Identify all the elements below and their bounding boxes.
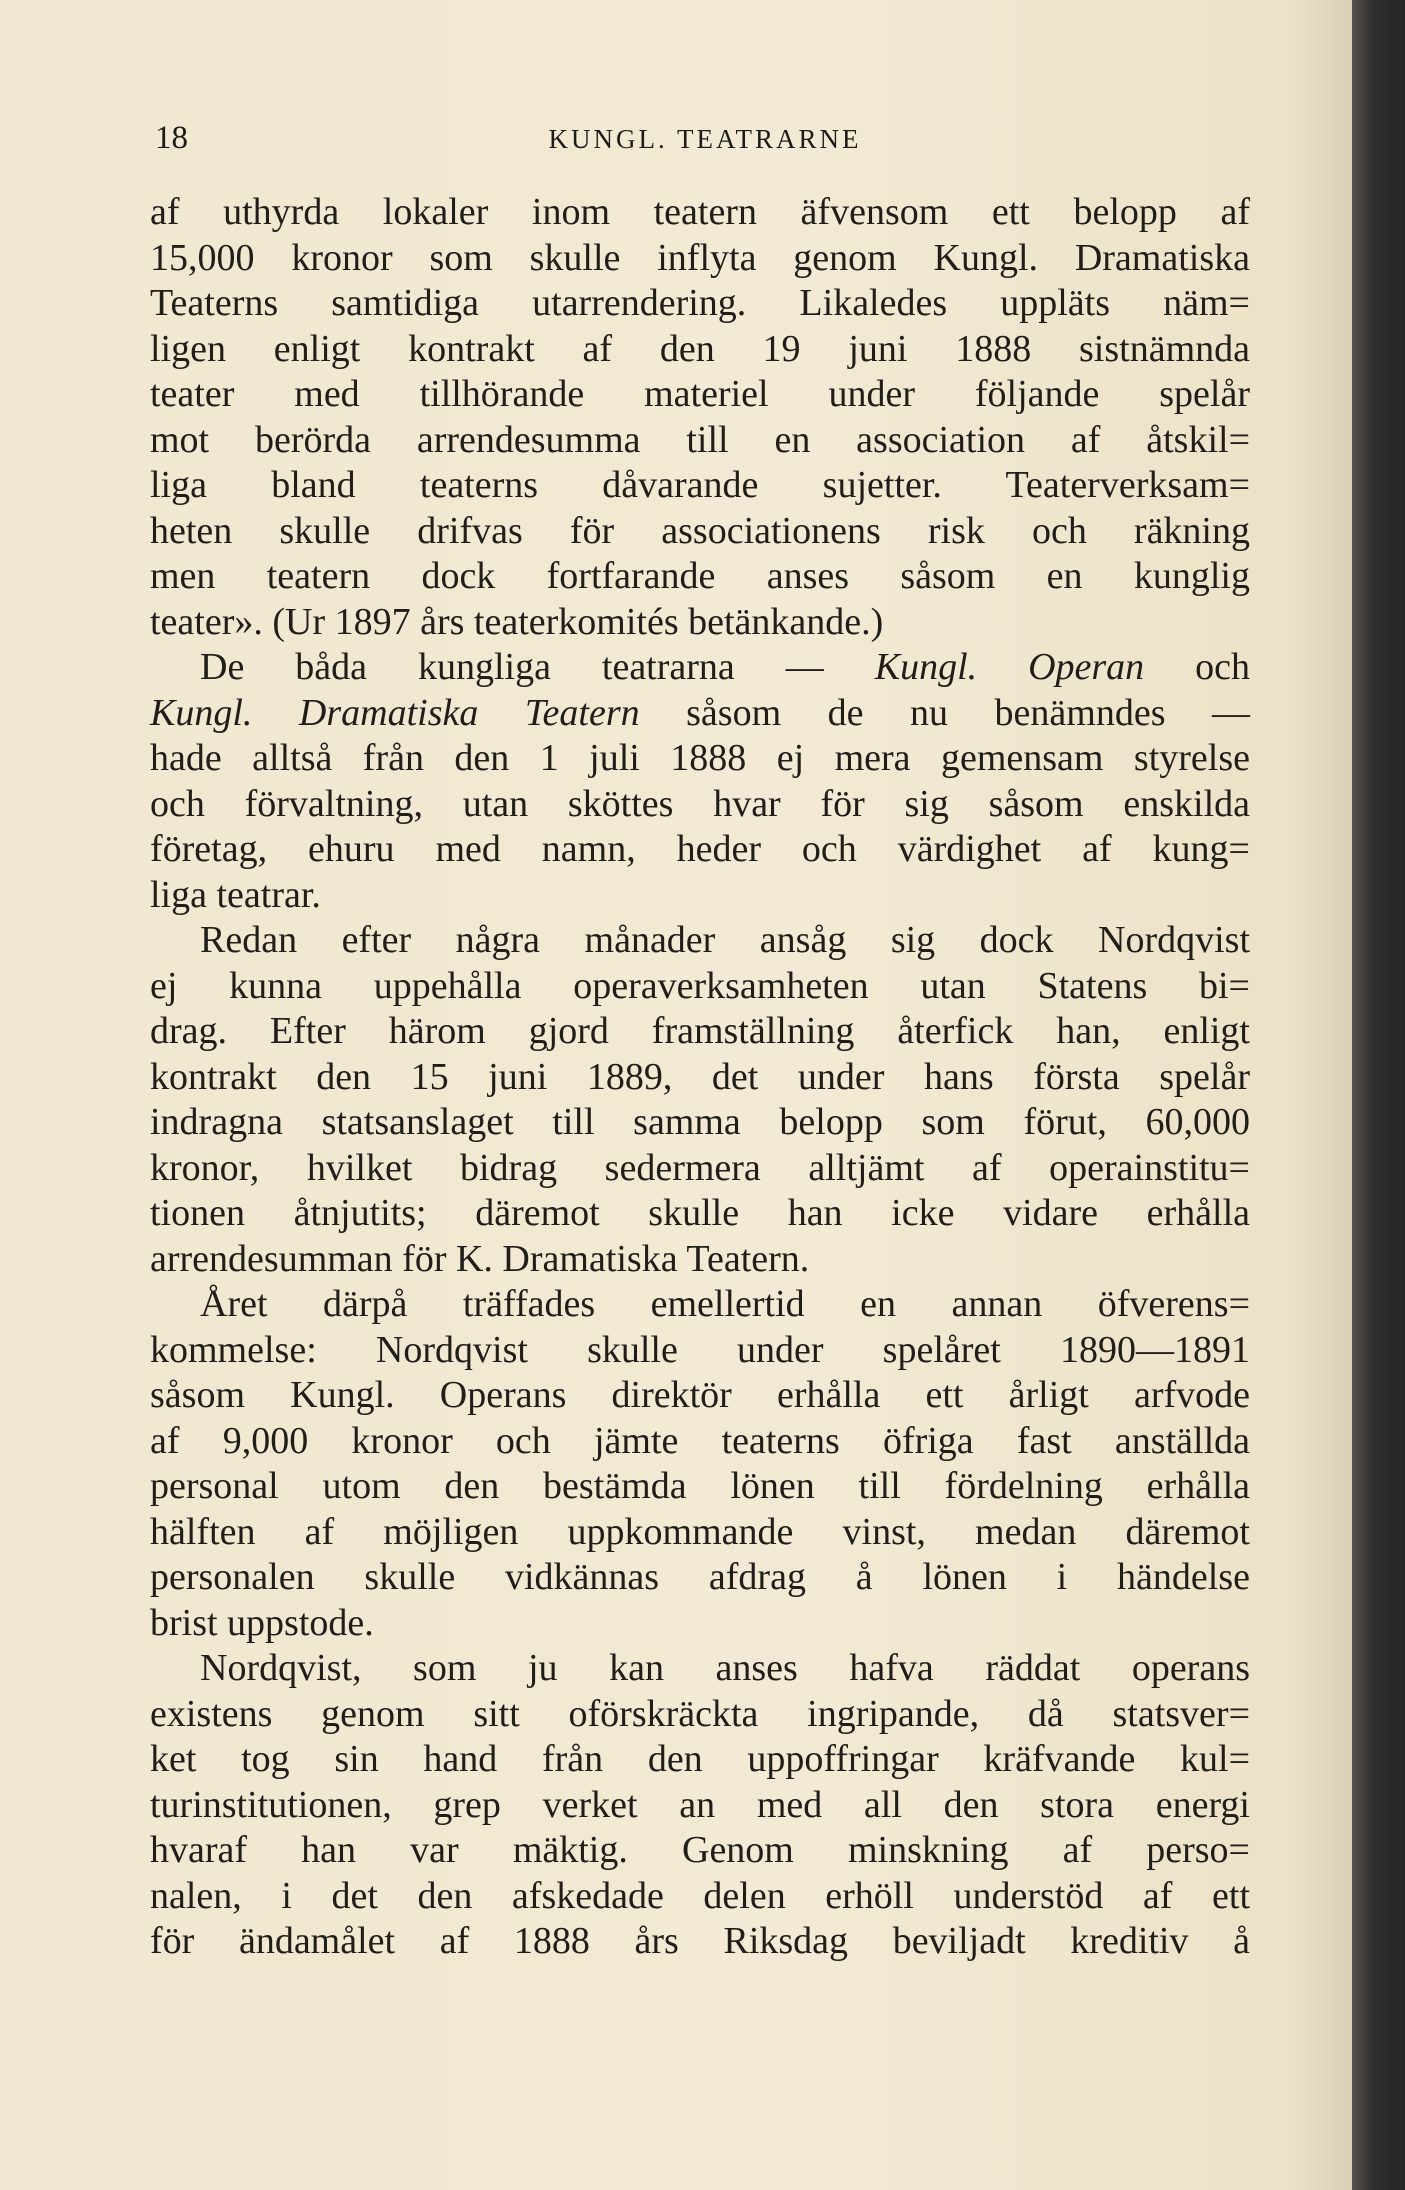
text-line: hvaraf han var mäktig. Genom minskning af perso= — [150, 1829, 1250, 1871]
italic-title: Kungl. Dramatiska Teatern — [150, 691, 640, 734]
text-line: nalen, i det den afskedade delen erhöll understöd af ett — [150, 1874, 1250, 1917]
text-line: ligen enligt kontrakt af den 19 juni 1888 sistnämnda — [150, 327, 1250, 370]
text-line: teater». (Ur 1897 års teaterkomités betänkande.) — [150, 600, 884, 643]
text-line: hade alltså från den 1 juli 1888 ej mera gemensam styrelse — [150, 737, 1250, 779]
text-line: hälften af möjligen uppkommande vinst, medan däremot — [150, 1510, 1250, 1553]
text-line: Året därpå träffades emellertid en annan öfverens= — [200, 1283, 1250, 1325]
text-line: af 9,000 kronor och jämte teaterns öfriga fast anställda — [150, 1419, 1250, 1462]
text-line: personal utom den bestämda lönen till fördelning erhålla — [150, 1465, 1250, 1507]
text-line: liga bland teaterns dåvarande sujetter. Teaterverksam= — [150, 464, 1250, 506]
italic-title: Kungl. Operan — [874, 646, 1145, 688]
text-span: och — [1195, 646, 1251, 688]
text-line: 15,000 kronor som skulle inflyta genom Kungl. Dramatiska — [150, 236, 1250, 279]
text-line — [150, 691, 1250, 737]
text-line: Teaterns samtidiga utarrendering. Likaledes uppläts näm= — [150, 282, 1250, 324]
text-line: personalen skulle vidkännas afdrag å lönen i händelse — [150, 1556, 1250, 1598]
text-line: turinstitutionen, grep verket an med all den stora energi — [150, 1783, 1250, 1826]
text-span: såsom de nu benämndes — — [686, 691, 1250, 734]
text-line: af uthyrda lokaler inom teatern äfvensom ett belopp af — [150, 191, 1250, 233]
text-line: drag. Efter härom gjord framställning återfick han, enligt — [150, 1010, 1250, 1052]
text-line: Redan efter några månader ansåg sig dock Nordqvist — [200, 919, 1250, 961]
text-line: ket tog sin hand från den uppoffringar kräfvande kul= — [150, 1738, 1250, 1780]
page-number: 18 — [155, 120, 188, 156]
book-edge-shadow — [1352, 0, 1405, 2190]
page-header — [155, 112, 1255, 162]
body-text — [150, 190, 1250, 1965]
running-head: KUNGL. TEATRARNE — [548, 124, 862, 154]
text-line: brist uppstode. — [150, 1601, 374, 1644]
text-span: De båda kungliga teatrarna — — [200, 646, 824, 688]
text-line — [150, 645, 1250, 691]
text-line: indragna statsanslaget till samma belopp som förut, 60,000 — [150, 1101, 1250, 1143]
text-line: heten skulle drifvas för associationens risk och räkning — [150, 509, 1250, 552]
text-line: existens genom sitt oförskräckta ingripande, då statsver= — [150, 1692, 1250, 1735]
text-line: men teatern dock fortfarande anses såsom en kunglig — [150, 555, 1250, 597]
text-line: och förvaltning, utan sköttes hvar för sig såsom enskilda — [150, 782, 1250, 825]
text-line: liga teatrar. — [150, 873, 321, 916]
text-line: företag, ehuru med namn, heder och värdighet af kung= — [150, 828, 1250, 870]
text-line: teater med tillhörande materiel under följande spelår — [150, 373, 1250, 415]
text-line: arrendesumman för K. Dramatiska Teatern. — [150, 1237, 810, 1280]
text-line: ej kunna uppehålla operaverksamheten utan Statens bi= — [150, 964, 1250, 1007]
text-line: för ändamålet af 1888 års Riksdag beviljadt kreditiv å — [150, 1920, 1250, 1962]
text-line: kronor, hvilket bidrag sedermera alltjämt af operainstitu= — [150, 1146, 1250, 1189]
text-line: såsom Kungl. Operans direktör erhålla ett årligt arfvode — [150, 1374, 1250, 1416]
text-line: kontrakt den 15 juni 1889, det under hans första spelår — [150, 1055, 1250, 1098]
text-line: Nordqvist, som ju kan anses hafva räddat operans — [200, 1647, 1250, 1689]
text-line: kommelse: Nordqvist skulle under spelåret 1890—1891 — [150, 1328, 1250, 1371]
text-line: tionen åtnjutits; däremot skulle han icke vidare erhålla — [150, 1192, 1250, 1234]
text-line: mot berörda arrendesumma till en association af åtskil= — [150, 418, 1250, 461]
